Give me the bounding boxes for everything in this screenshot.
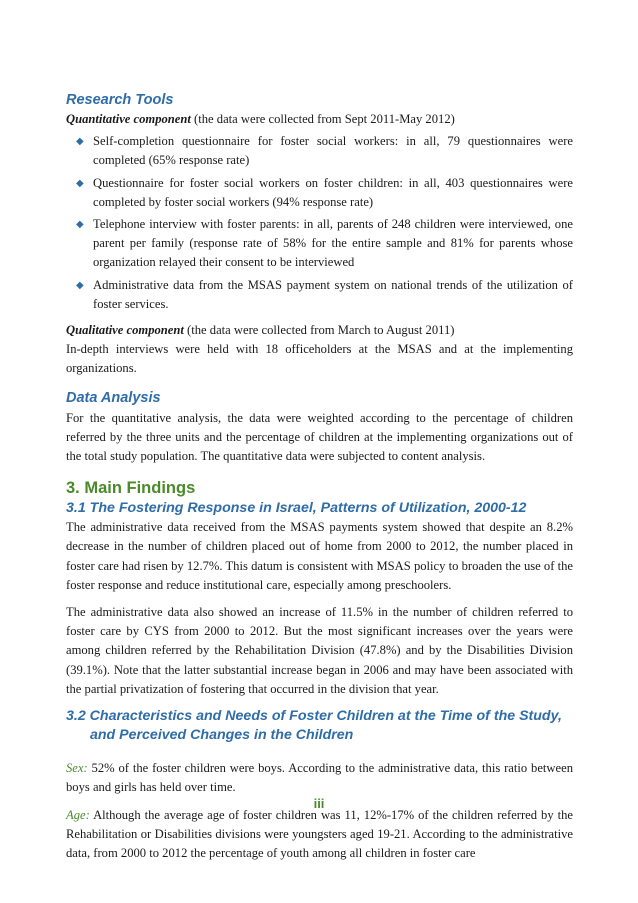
age-label: Age: (66, 807, 90, 822)
list-item: ◆ Questionnaire for foster social workers on foster children: in all, 403 questionnaires were completed by foster social workers (94% response rate) (76, 175, 573, 209)
sex-paragraph: Sex: 52% of the foster children were boys. According to the administrative data, this ratio between boys and girls has held over time. (66, 761, 573, 795)
qualitative-component-line (66, 321, 573, 340)
quantitative-label: Quantitative component (66, 112, 191, 126)
research-tools-heading: Research Tools (66, 92, 174, 108)
diamond-bullet-icon: ◆ (76, 177, 84, 189)
list-item: ◆ Telephone interview with foster parents: in all, parents of 248 children were interviewed, one parent per family (response rate of 58% for the entire sample and 81% for parents whose organization relayed their consent to be interviewed (76, 217, 573, 270)
list-item: ◆ Administrative data from the MSAS payment system on national trends of the utilization of foster services. (76, 277, 573, 311)
section-3-1-paragraph-2: The administrative data also showed an increase of 11.5% in the number of children referred to foster care by CYS from 2000 to 2012. But the most significant increases over the years were among children referred by the Rehabilitation Division (47.8%) and by the Disabilities Division (39.1%). Note that the latter substantial increase began in 2006 and may have been associated with the partial privatization of fostering that occurred in the division that year. (66, 605, 573, 696)
section-3-1-heading: 3.1 The Fostering Response in Israel, Patterns of Utilization, 2000-12 (66, 500, 527, 517)
qualitative-text: In-depth interviews were held with 18 officeholders at the MSAS and at the implementing organizations. (66, 342, 573, 376)
research-tools-list (66, 132, 573, 314)
diamond-bullet-icon: ◆ (76, 219, 84, 231)
data-analysis-heading: Data Analysis (66, 389, 161, 406)
main-findings-heading: 3. Main Findings (66, 479, 196, 498)
data-analysis-text: For the quantitative analysis, the data were weighted according to the percentage of children referred by the three units and the percentage of children at the implementing organizations out of the total study population. The quantitative data were subjected to content analysis. (66, 410, 573, 464)
age-paragraph: Age: Although the average age of foster children was 11, 12%-17% of the children referred by the Rehabilitation or Disabilities divisions were youngsters aged 19-21. According to the administrative data, from 2000 to 2012 the percentage of youth among all children in foster care (66, 807, 573, 861)
page-number: iii (313, 796, 325, 811)
diamond-bullet-icon: ◆ (76, 279, 84, 291)
sex-label: Sex: (66, 761, 88, 776)
qualitative-note: (the data were collected from March to August 2011) (183, 323, 455, 338)
document-page (66, 90, 573, 863)
quantitative-note: (the data were collected from Sept 2011-May 2012) (190, 112, 455, 126)
qualitative-label: Qualitative component (66, 323, 184, 338)
quantitative-component-line (66, 110, 573, 129)
list-item: ◆ Self-completion questionnaire for foster social workers: in all, 79 questionnaires were completed (65% response rate) (76, 134, 573, 168)
diamond-bullet-icon: ◆ (76, 136, 84, 148)
section-3-1-paragraph-1: The administrative data received from the MSAS payments system showed that despite an 8.2% decrease in the number of children placed out of home from 2000 to 2012, the number placed in foster care had risen by 12.7%. This datum is consistent with MSAS policy to broaden the use of the foster response and reduce institutional care, especially among preschoolers. (66, 520, 573, 592)
section-3-2-heading: 3.2 Characteristics and Needs of Foster Children at the Time of the Study, and Perceived Changes in the Children (66, 708, 562, 744)
